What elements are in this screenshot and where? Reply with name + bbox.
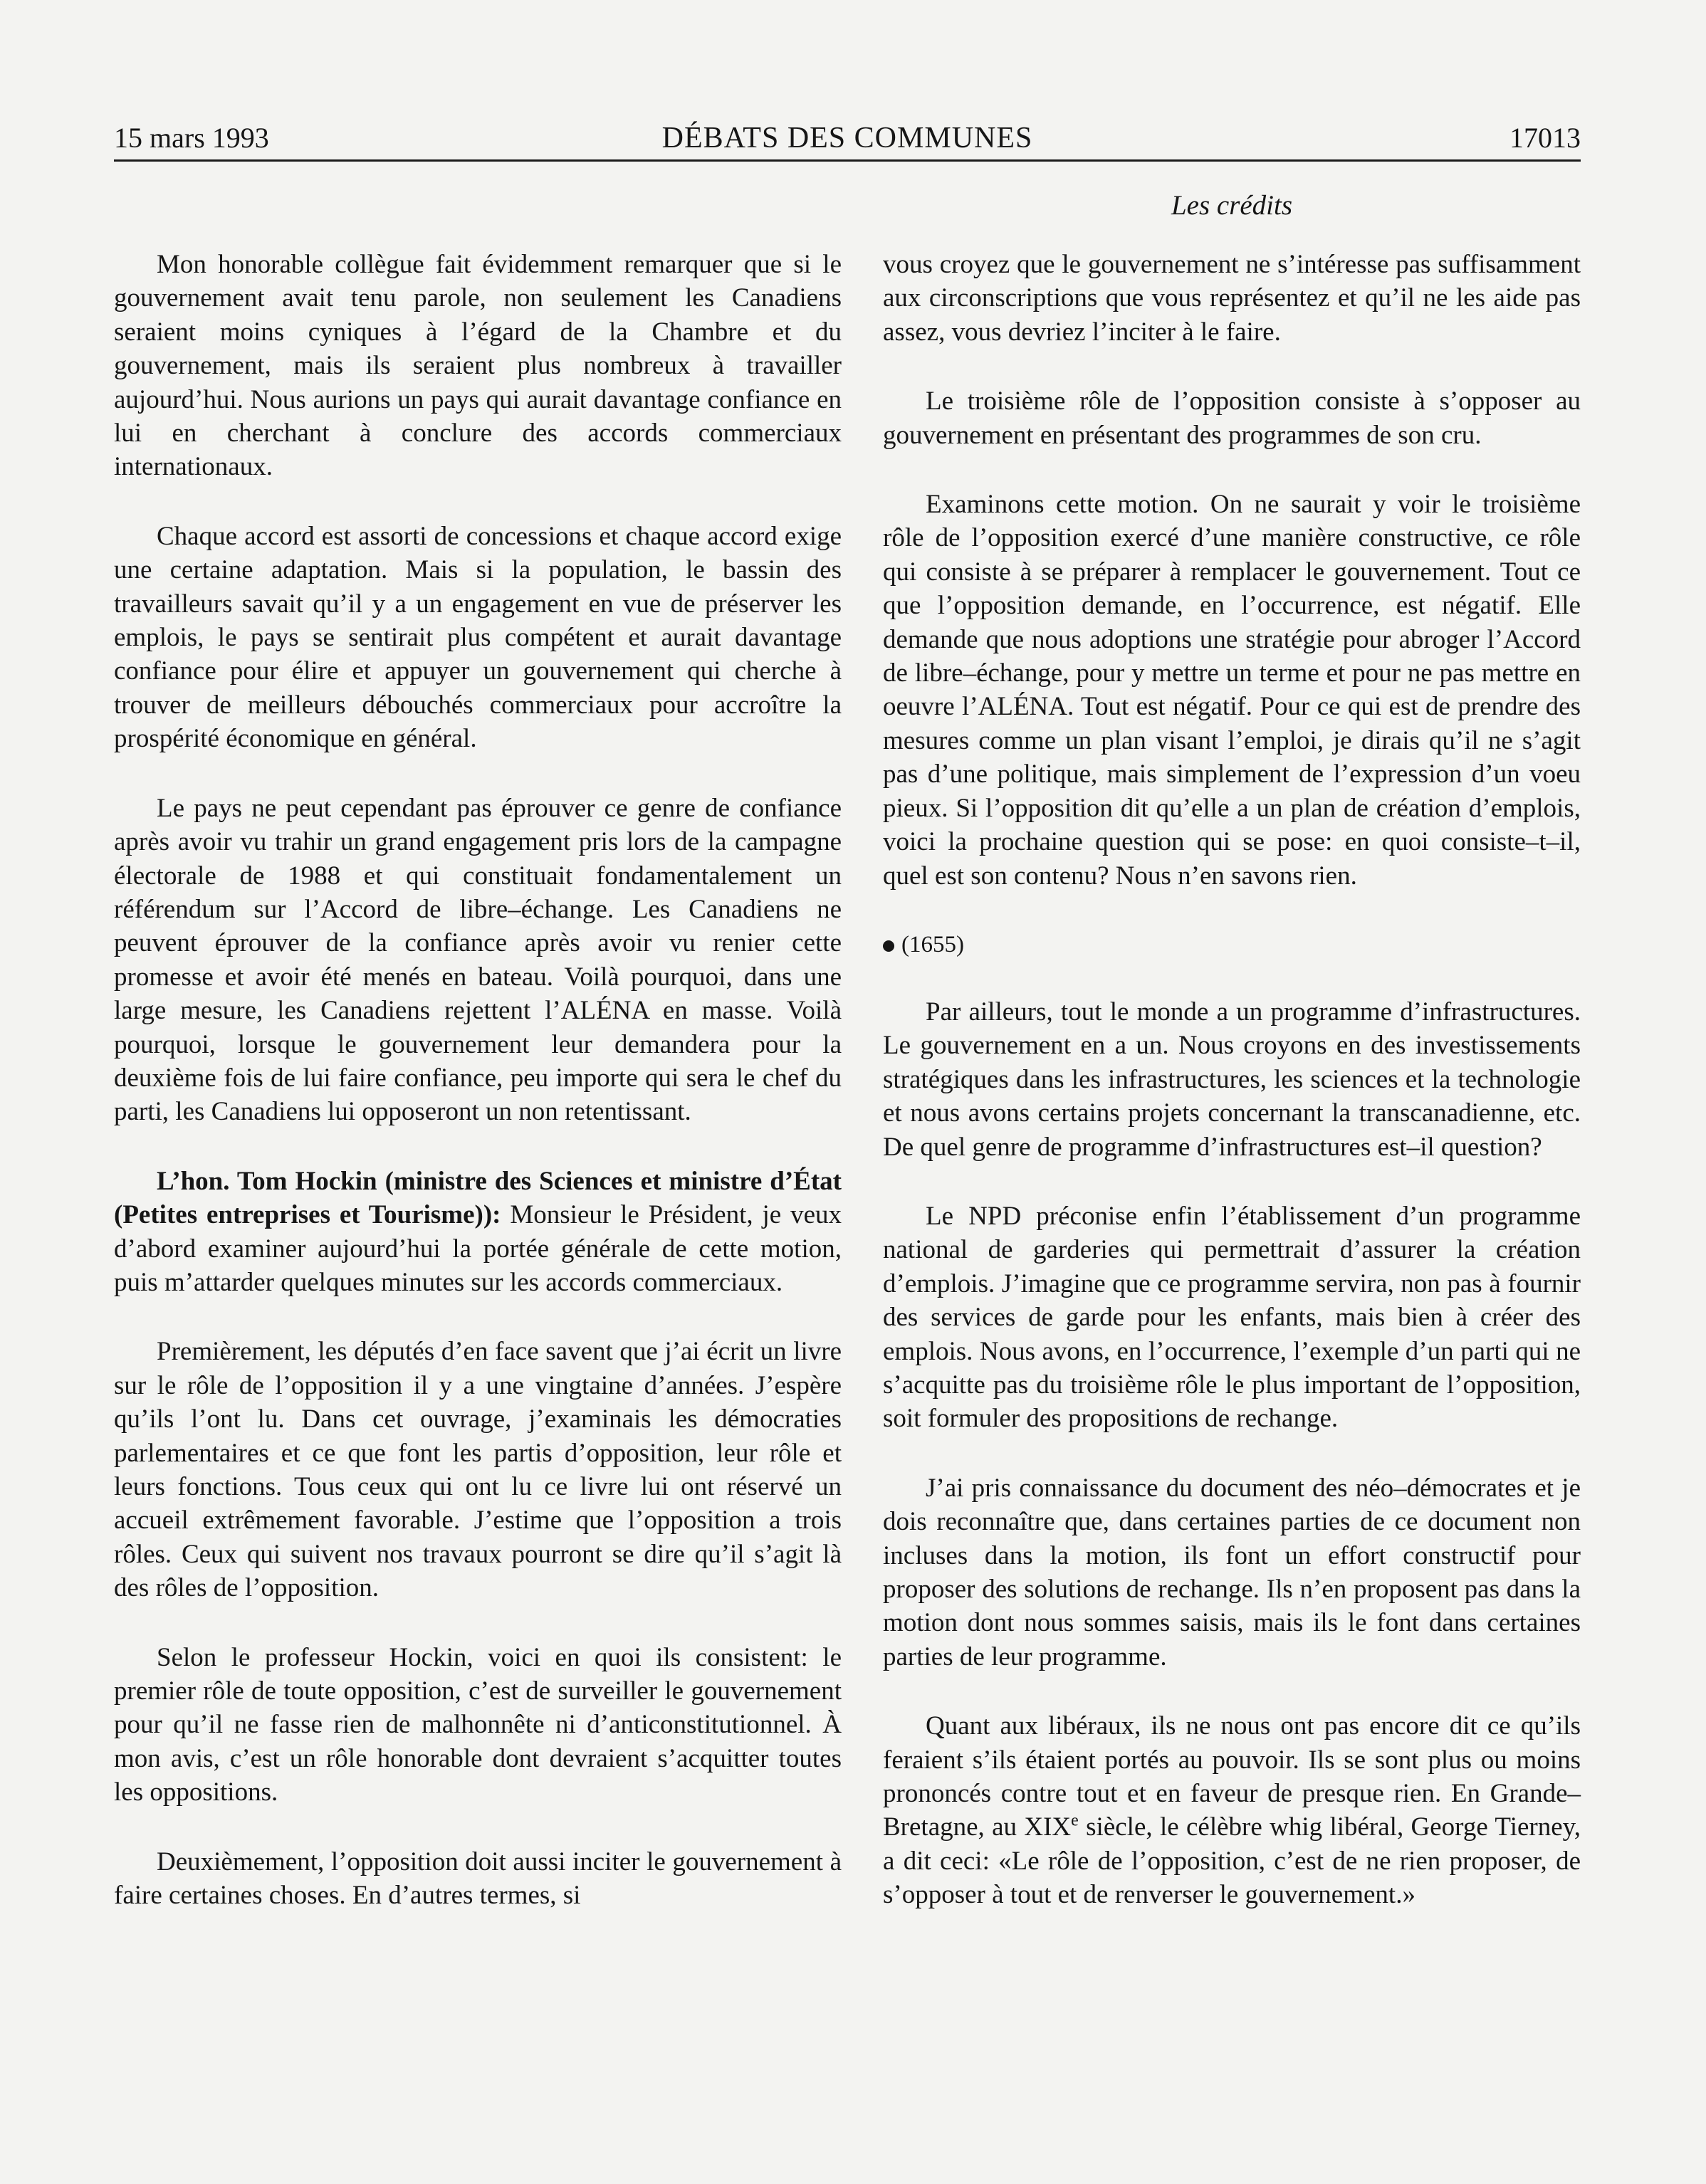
bullet-icon <box>883 940 894 952</box>
paragraph <box>883 1709 1581 1911</box>
speaker-paragraph <box>114 1165 842 1300</box>
superscript: e <box>1071 1812 1079 1831</box>
paragraph: Le pays ne peut cependant pas éprouver ce genre de confiance après avoir vu trahir un grand engagement pris lors de la campagne électorale de 1988 et qui constituait fondamentalement un référendum sur l’Accord de libre–échange. Les Canadiens ne peuvent éprouver de la confiance après avoir vu renier cette promesse et avoir été menés en bateau. Voilà pourquoi, dans une large mesure, les Canadiens rejettent l’ALÉNA en masse. Voilà pourquoi, lorsque le gouvernement leur demandera pour la deuxième fois de lui faire confiance, peu importe qui sera le chef du parti, les Canadiens lui opposeront un non retentissant. <box>114 793 842 1127</box>
paragraph-text: siècle, le célèbre whig libéral, George Tierney, a dit ceci: «Le rôle de l’opposition, c’est de ne rien proposer, de s’opposer à tout et de renverser le gouvernement.» <box>883 1812 1581 1910</box>
paragraph: Le troisième rôle de l’opposition consiste à s’opposer au gouvernement en présentant des programmes de son cru. <box>883 387 1581 450</box>
paragraph: Par ailleurs, tout le monde a un programme d’infrastructures. Le gouvernement en a un. Nous croyons en des investissements stratégiques dans les infrastructures, les sciences et la technologie et nous avons certains projets concernant la transcanadienne, etc. De quel genre de programme d’infrastructures est–il question? <box>883 997 1581 1162</box>
header-date: 15 mars 1993 <box>114 122 269 154</box>
header-title: DÉBATS DES COMMUNES <box>661 122 1033 154</box>
paragraph: Le NPD préconise enfin l’établissement d’un programme national de garderies qui permettrait d’assurer la création d’emplois. J’imagine que ce programme servira, non pas à fournir des services de garde pour les enfants, mais bien à créer des emplois. Nous avons, en l’occurrence, l’exemple d’un parti qui ne s’acquitte pas du troisième rôle le plus important de l’opposition, soit formuler des propositions de rechange. <box>883 1201 1581 1434</box>
paragraph: Deuxièmement, l’opposition doit aussi inciter le gouvernement à faire certaines choses. En d’autres termes, si <box>114 1847 842 1911</box>
left-column <box>114 248 842 1912</box>
speaker-name: L’hon. Tom Hockin (ministre des Sciences et ministre d’État (Petites entreprises et Tourisme)): <box>114 1166 842 1230</box>
timestamp <box>883 928 1581 961</box>
speech-text: Monsieur le Président, je veux d’abord examiner aujourd’hui la portée générale de cette motion, puis m’attarder quelques minutes sur les accords commerciaux. <box>114 1200 842 1297</box>
paragraph: Selon le professeur Hockin, voici en quoi ils consistent: le premier rôle de toute opposition, c’est de surveiller le gouvernement pour qu’il ne fasse rien de malhonnête ni d’anticonstitutionnel. À mon avis, c’est un rôle honorable dont devraient s’acquitter toutes les oppositions. <box>114 1642 842 1807</box>
paragraph: Chaque accord est assorti de concessions et chaque accord exige une certaine adaptation. Mais si la population, le bassin des travailleurs savait qu’il y a un engagement en vue de préserver les emplois, le pays se sentirait plus compétent et aurait davantage confiance pour élire et appuyer un gouvernement qui cherche à trouver de meilleurs débouchés commerciaux pour accroître la prospérité économique en général. <box>114 521 842 754</box>
right-column <box>883 248 1581 1912</box>
paragraph: J’ai pris connaissance du document des néo–démocrates et je dois reconnaître que, dans certaines parties de ce document non incluses dans la motion, ils font un effort constructif pour proposer des solutions de rechange. Ils n’en proposent pas dans la motion dont nous sommes saisis, mais ils le font dans certaines parties de leur programme. <box>883 1473 1581 1671</box>
paragraph: Examinons cette motion. On ne saurait y voir le troisième rôle de l’opposition exercé d’une manière constructive, ce rôle qui consiste à se préparer à remplacer le gouvernement. Tout ce que l’opposition demande, en l’occurrence, est négatif. Elle demande que nous adoptions une stratégie pour abroger l’Accord de libre–échange, pour y mettre un terme et pour ne pas mettre en oeuvre l’ALÉNA. Tout est négatif. Pour ce qui est de prendre des mesures comme un plan visant l’emploi, je dirais qu’il ne s’agit pas d’une politique, mais simplement de l’expression d’un voeu pieux. Si l’opposition dit qu’elle a un plan de création d’emplois, voici la prochaine question qui se pose: en quoi consiste–t–il, quel est son contenu? Nous n’en savons rien. <box>883 490 1581 891</box>
paragraph: vous croyez que le gouvernement ne s’intéresse pas suffisamment aux circonscriptions que vous représentez et qu’il ne les aide pas assez, vous devriez l’inciter à le faire. <box>883 250 1581 347</box>
paragraph: Mon honorable collègue fait évidemment remarquer que si le gouvernement avait tenu parole, non seulement les Canadiens seraient moins cyniques à l’égard de la Chambre et du gouvernement, mais ils seraient plus nombreux à travailler aujourd’hui. Nous aurions un pays qui aurait davantage confiance en lui en cherchant à conclure des accords commerciaux internationaux. <box>114 250 842 482</box>
page-header <box>114 120 1581 162</box>
paragraph-text: Quant aux libéraux, ils ne nous ont pas encore dit ce qu’ils feraient s’ils étaient portés au pouvoir. Ils se sont plus ou moins prononcés contre tout et en faveur de presque rien. En Grande–Bretagne, au XIX <box>883 1711 1581 1842</box>
timestamp-text: (1655) <box>901 931 964 957</box>
paragraph: Premièrement, les députés d’en face savent que j’ai écrit un livre sur le rôle de l’opposition il y a une vingtaine d’années. J’espère qu’ils l’ont lu. Dans cet ouvrage, j’examinais les démocraties parlementaires et ce que font les partis d’opposition, leur rôle et leurs fonctions. Tous ceux qui ont lu ce livre lui ont réservé un accueil extrêmement favorable. J’estime que l’opposition a trois rôles. Ceux qui suivent nos travaux pourront se dire qu’il s’agit là des rôles de l’opposition. <box>114 1337 842 1603</box>
section-label: Les crédits <box>1171 190 1293 221</box>
header-page-number: 17013 <box>1509 122 1581 154</box>
